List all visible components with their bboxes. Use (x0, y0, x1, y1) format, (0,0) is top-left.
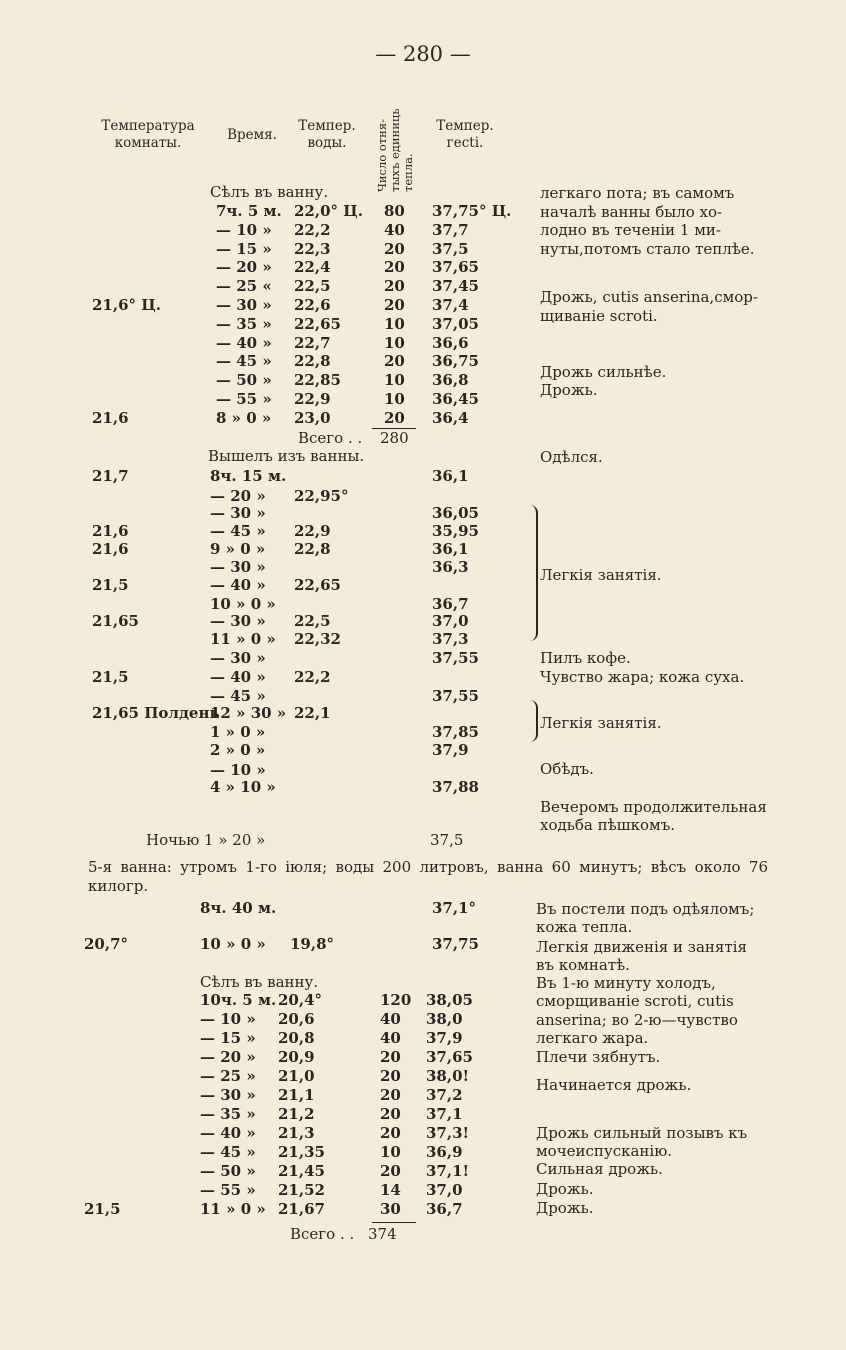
cell-temp: 37,55 (432, 649, 479, 667)
cell-temp: 37,45 (432, 277, 479, 296)
cell-temp: 37,9 (432, 741, 469, 759)
table-row (0, 408, 846, 428)
note-line: Одѣлся. (540, 448, 603, 466)
cell-water: 22,5 (294, 277, 331, 296)
cell-water: 22,1 (294, 704, 331, 722)
table-row (0, 557, 846, 577)
cell-water: 22,95° (294, 487, 349, 505)
bath5-sat-label: Сѣлъ въ ванну. (200, 973, 319, 991)
cell-temp: 36,7 (432, 595, 469, 613)
table-row (0, 370, 846, 390)
note-line: Легкія движенія и занятія (536, 938, 747, 956)
bath4-exit-label: Вышелъ изъ ванны. (208, 447, 365, 465)
header-room-line-1: Температура (101, 118, 195, 134)
cell-water: 22,9 (294, 522, 331, 540)
page-number: — 280 — (375, 42, 471, 66)
cell-heat: 10 (384, 390, 405, 408)
header-room (98, 118, 198, 152)
cell-room: 21,65 (92, 612, 139, 630)
cell-time: — 40 » (200, 1124, 256, 1142)
cell-water: 22,85 (294, 371, 341, 390)
cell-temp: 37,75 (432, 935, 479, 953)
cell-heat: 20 (380, 1086, 401, 1104)
table-row (0, 740, 846, 760)
table-row (0, 1028, 846, 1048)
cell-temp: 37,7 (432, 220, 469, 239)
bath4-night-label: Ночью 1 » 20 » (146, 831, 266, 849)
note-line: Дрожь. (536, 1199, 594, 1217)
cell-time: 8ч. 15 м. (210, 467, 287, 485)
cell-room: 21,6 (92, 408, 129, 427)
table-row (0, 575, 846, 595)
cell-temp: 37,85 (432, 723, 479, 741)
table-row (0, 521, 846, 541)
bath4-total: 280 (380, 429, 409, 447)
note-line: легкаго жара. (536, 1029, 649, 1047)
cell-heat: 10 (384, 314, 405, 333)
cell-time: — 30 » (210, 558, 266, 576)
header-heat (376, 84, 415, 192)
cell-temp: 36,45 (432, 390, 479, 408)
cell-water: 22,6 (294, 296, 331, 314)
table-row (0, 629, 846, 649)
table-row (0, 703, 846, 723)
note-line: кожа тепла. (536, 918, 633, 936)
cell-time: — 30 » (210, 504, 266, 522)
cell-temp: 36,8 (432, 371, 469, 390)
cell-water: 22,0° Ц. (294, 202, 363, 220)
cell-temp: 36,4 (432, 408, 469, 427)
cell-heat: 40 (384, 220, 405, 239)
cell-temp: 37,2 (426, 1086, 463, 1104)
cell-water: 22,2 (294, 668, 331, 686)
cell-time: — 35 » (200, 1105, 256, 1123)
cell-heat: 20 (384, 258, 405, 277)
table-row (0, 722, 846, 742)
table-row (0, 314, 846, 334)
header-water (294, 118, 360, 152)
table-row (0, 466, 846, 486)
header-body-temp (432, 118, 498, 152)
note-line: щиваніе scroti. (540, 307, 658, 325)
bath5-total: 374 (368, 1225, 397, 1243)
table-row (0, 1066, 846, 1086)
table-row (0, 503, 846, 523)
header-body-line-1: Темпер. (436, 118, 494, 134)
cell-temp: 37,55 (432, 687, 479, 705)
cell-time: — 45 » (216, 352, 272, 371)
cell-room: 21,5 (84, 1200, 121, 1218)
table-row (0, 777, 846, 797)
cell-water: 22,8 (294, 352, 331, 371)
cell-temp: 36,75 (432, 352, 479, 371)
cell-room: 21,5 (92, 576, 129, 594)
cell-heat: 14 (380, 1181, 401, 1199)
header-heat-line-2: тыхъ единиць (388, 108, 402, 192)
header-room-line-2: комнаты. (114, 135, 182, 151)
cell-time: 10 » 0 » (200, 935, 266, 953)
cell-time: — 50 » (216, 371, 272, 390)
note-line: Дрожь сильный позывъ къ (536, 1124, 748, 1142)
cell-temp: 38,0 (426, 1010, 463, 1028)
cell-time: — 10 » (216, 220, 272, 239)
cell-heat: 30 (380, 1200, 401, 1218)
cell-temp: 37,75° Ц. (432, 202, 512, 220)
cell-temp: 37,1° (432, 899, 477, 917)
cell-time: — 50 » (200, 1162, 256, 1180)
cell-temp: 37,5 (432, 239, 469, 258)
cell-temp: 37,88 (432, 778, 479, 796)
cell-time: — 30 » (200, 1086, 256, 1104)
cell-heat: 10 (380, 1143, 401, 1161)
cell-room: 21,5 (92, 668, 129, 686)
note-line: anserina; во 2-ю—чувство (536, 1011, 738, 1029)
header-heat-line-1: Число отня- (375, 119, 389, 192)
cell-temp: 37,0 (426, 1181, 463, 1199)
brace-light-work-2 (528, 700, 538, 742)
cell-heat: 80 (384, 202, 405, 220)
cell-water: 21,35 (278, 1143, 325, 1161)
cell-temp: 37,3 (432, 630, 469, 648)
cell-water: 20,8 (278, 1029, 315, 1047)
note-line: Въ 1-ю минуту холодъ, (536, 974, 716, 992)
cell-time: 9 » 0 » (210, 540, 266, 558)
cell-time: 12 » 30 » (210, 704, 287, 722)
cell-time: 11 » 0 » (210, 630, 276, 648)
cell-temp: 37,1 (426, 1105, 463, 1123)
header-heat-line-3: тепла. (401, 153, 415, 192)
cell-time: — 55 » (216, 390, 272, 408)
note-line: Легкія занятія. (540, 714, 662, 732)
table-row (0, 1142, 846, 1162)
table-row (0, 257, 846, 277)
cell-time: — 40 » (210, 668, 266, 686)
note-line: Плечи зябнутъ. (536, 1048, 661, 1066)
cell-water: 21,3 (278, 1124, 315, 1142)
cell-room: 21,7 (92, 467, 129, 485)
bath4-night-temp: 37,5 (430, 831, 464, 849)
header-water-line-1: Темпер. (298, 118, 356, 134)
note-line: ходьба пѣшкомъ. (540, 816, 676, 834)
cell-time: — 45 » (210, 687, 266, 705)
cell-time: — 30 » (210, 612, 266, 630)
table-row (0, 1085, 846, 1105)
cell-time: 10 » 0 » (210, 595, 276, 613)
table-row (0, 1199, 846, 1219)
cell-time: — 10 » (210, 761, 266, 779)
cell-temp: 36,1 (432, 540, 469, 558)
cell-room: 21,6 (92, 540, 129, 558)
cell-water: 21,2 (278, 1105, 315, 1123)
table-row (0, 1104, 846, 1124)
cell-time: 4 » 10 » (210, 778, 276, 796)
cell-water: 21,0 (278, 1067, 315, 1085)
cell-time: 2 » 0 » (210, 741, 266, 759)
cell-heat: 120 (380, 991, 412, 1009)
cell-water: 22,65 (294, 576, 341, 594)
cell-room: 20,7° (84, 935, 129, 953)
cell-water: 20,9 (278, 1048, 315, 1066)
cell-heat: 20 (384, 239, 405, 258)
bath5-total-label: Всего . . (290, 1225, 355, 1243)
note-line: нуты,потомъ стало теплѣе. (540, 240, 755, 258)
cell-time: — 30 » (210, 649, 266, 667)
table-row (0, 611, 846, 631)
cell-heat: 20 (380, 1162, 401, 1180)
cell-water: 22,2 (294, 220, 331, 239)
cell-water: 22,9 (294, 390, 331, 408)
cell-temp: 37,05 (432, 314, 479, 333)
cell-water: 23,0 (294, 408, 331, 427)
cell-heat: 20 (380, 1105, 401, 1123)
table-row (0, 539, 846, 559)
cell-heat: 40 (380, 1010, 401, 1028)
cell-time: 8 » 0 » (216, 408, 272, 427)
cell-water: 22,5 (294, 612, 331, 630)
cell-heat: 20 (380, 1048, 401, 1066)
cell-time: — 25 » (200, 1067, 256, 1085)
cell-time: — 15 » (216, 239, 272, 258)
cell-time: 1 » 0 » (210, 723, 266, 741)
cell-heat: 20 (380, 1124, 401, 1142)
table-row (0, 1180, 846, 1200)
note-line: Дрожь сильнѣе. (540, 363, 667, 381)
note-line: началѣ ванны было хо- (540, 203, 723, 221)
cell-room: 21,6 (92, 522, 129, 540)
cell-water: 19,8° (290, 935, 335, 953)
cell-heat: 20 (380, 1067, 401, 1085)
note-line: Въ постели подъ одѣяломъ; (536, 900, 755, 918)
cell-time: — 20 » (216, 258, 272, 277)
header-time: Время. (227, 127, 277, 143)
cell-time: — 45 » (200, 1143, 256, 1161)
bath5-total-rule (372, 1222, 416, 1223)
cell-temp: 37,3! (426, 1124, 470, 1142)
cell-heat: 10 (384, 333, 405, 352)
cell-temp: 35,95 (432, 522, 479, 540)
cell-water: 22,8 (294, 540, 331, 558)
cell-temp: 37,0 (432, 612, 469, 630)
cell-time: — 55 » (200, 1181, 256, 1199)
cell-water: 22,3 (294, 239, 331, 258)
table-row (0, 648, 846, 668)
note-line: Вечеромъ продолжительная (540, 798, 767, 816)
table-row (0, 389, 846, 409)
note-line: легкаго пота; въ самомъ (540, 184, 735, 202)
cell-heat: 20 (384, 296, 405, 314)
cell-water: 21,67 (278, 1200, 325, 1218)
cell-temp: 37,65 (426, 1048, 473, 1066)
cell-heat: 20 (384, 352, 405, 371)
table-row (0, 1161, 846, 1181)
cell-temp: 38,05 (426, 991, 473, 1009)
note-line: въ комнатѣ. (536, 956, 630, 974)
header-body-line-2: гесtі. (446, 135, 484, 151)
cell-room: 21,6° Ц. (92, 296, 161, 314)
note-line: Начинается дрожь. (536, 1076, 692, 1094)
bath5-intro: 5-я ванна: утромъ 1-го іюля; воды 200 литровъ, ванна 60 минутъ; вѣсъ около 76 килогр. (88, 858, 768, 895)
cell-water: 22,7 (294, 333, 331, 352)
cell-temp: 37,65 (432, 258, 479, 277)
cell-temp: 36,1 (432, 467, 469, 485)
cell-heat: 20 (384, 408, 405, 427)
cell-heat: 40 (380, 1029, 401, 1047)
cell-heat: 10 (384, 371, 405, 390)
note-line: Обѣдъ. (540, 760, 594, 778)
note-line: Сильная дрожь. (536, 1160, 663, 1178)
cell-water: 20,6 (278, 1010, 315, 1028)
cell-temp: 37,9 (426, 1029, 463, 1047)
bath4-total-label: Всего . . (298, 429, 363, 447)
cell-room: 21,65 Полдень (92, 704, 220, 722)
cell-time: 7ч. 5 м. (216, 202, 282, 220)
note-line: Дрожь. (536, 1180, 594, 1198)
cell-time: — 25 « (216, 277, 272, 296)
cell-time: 11 » 0 » (200, 1200, 266, 1218)
cell-time: — 15 » (200, 1029, 256, 1047)
cell-time: 8ч. 40 м. (200, 899, 277, 917)
cell-temp: 36,9 (426, 1143, 463, 1161)
note-line: лодно въ теченіи 1 ми- (540, 221, 721, 239)
note-line: Пилъ кофе. (540, 649, 631, 667)
cell-temp: 36,7 (426, 1200, 463, 1218)
cell-time: — 30 » (216, 296, 272, 314)
cell-water: 21,1 (278, 1086, 315, 1104)
cell-time: — 40 » (216, 333, 272, 352)
cell-temp: 37,1! (426, 1162, 470, 1180)
cell-time: — 35 » (216, 314, 272, 333)
note-line: сморщиваніе scroti, cutis (536, 992, 734, 1010)
cell-water: 22,32 (294, 630, 341, 648)
note-line: Дрожь. (540, 381, 598, 399)
cell-temp: 38,0! (426, 1067, 470, 1085)
note-line: Чувство жара; кожа суха. (540, 668, 745, 686)
cell-time: — 20 » (210, 487, 266, 505)
header-water-line-2: воды. (307, 135, 347, 151)
table-row (0, 333, 846, 353)
cell-time: — 45 » (210, 522, 266, 540)
cell-water: 21,52 (278, 1181, 325, 1199)
cell-water: 21,45 (278, 1162, 325, 1180)
cell-temp: 37,4 (432, 296, 469, 314)
cell-temp: 36,05 (432, 504, 479, 522)
cell-water: 22,65 (294, 314, 341, 333)
bath4-sat-label: Сѣлъ въ ванну. (210, 183, 329, 201)
cell-temp: 36,3 (432, 558, 469, 576)
cell-time: — 40 » (210, 576, 266, 594)
table-row (0, 351, 846, 371)
brace-light-work (528, 505, 538, 641)
cell-time: — 20 » (200, 1048, 256, 1066)
note-line: Легкія занятія. (540, 566, 662, 584)
cell-time: 10ч. 5 м. (200, 991, 277, 1009)
cell-time: — 10 » (200, 1010, 256, 1028)
cell-water: 20,4° (278, 991, 323, 1009)
note-line: мочеиспусканію. (536, 1142, 673, 1160)
note-line: Дрожь, cutis anserina,смор- (540, 288, 758, 306)
cell-water: 22,4 (294, 258, 331, 277)
cell-temp: 36,6 (432, 333, 469, 352)
table-row (0, 1047, 846, 1067)
cell-heat: 20 (384, 277, 405, 296)
